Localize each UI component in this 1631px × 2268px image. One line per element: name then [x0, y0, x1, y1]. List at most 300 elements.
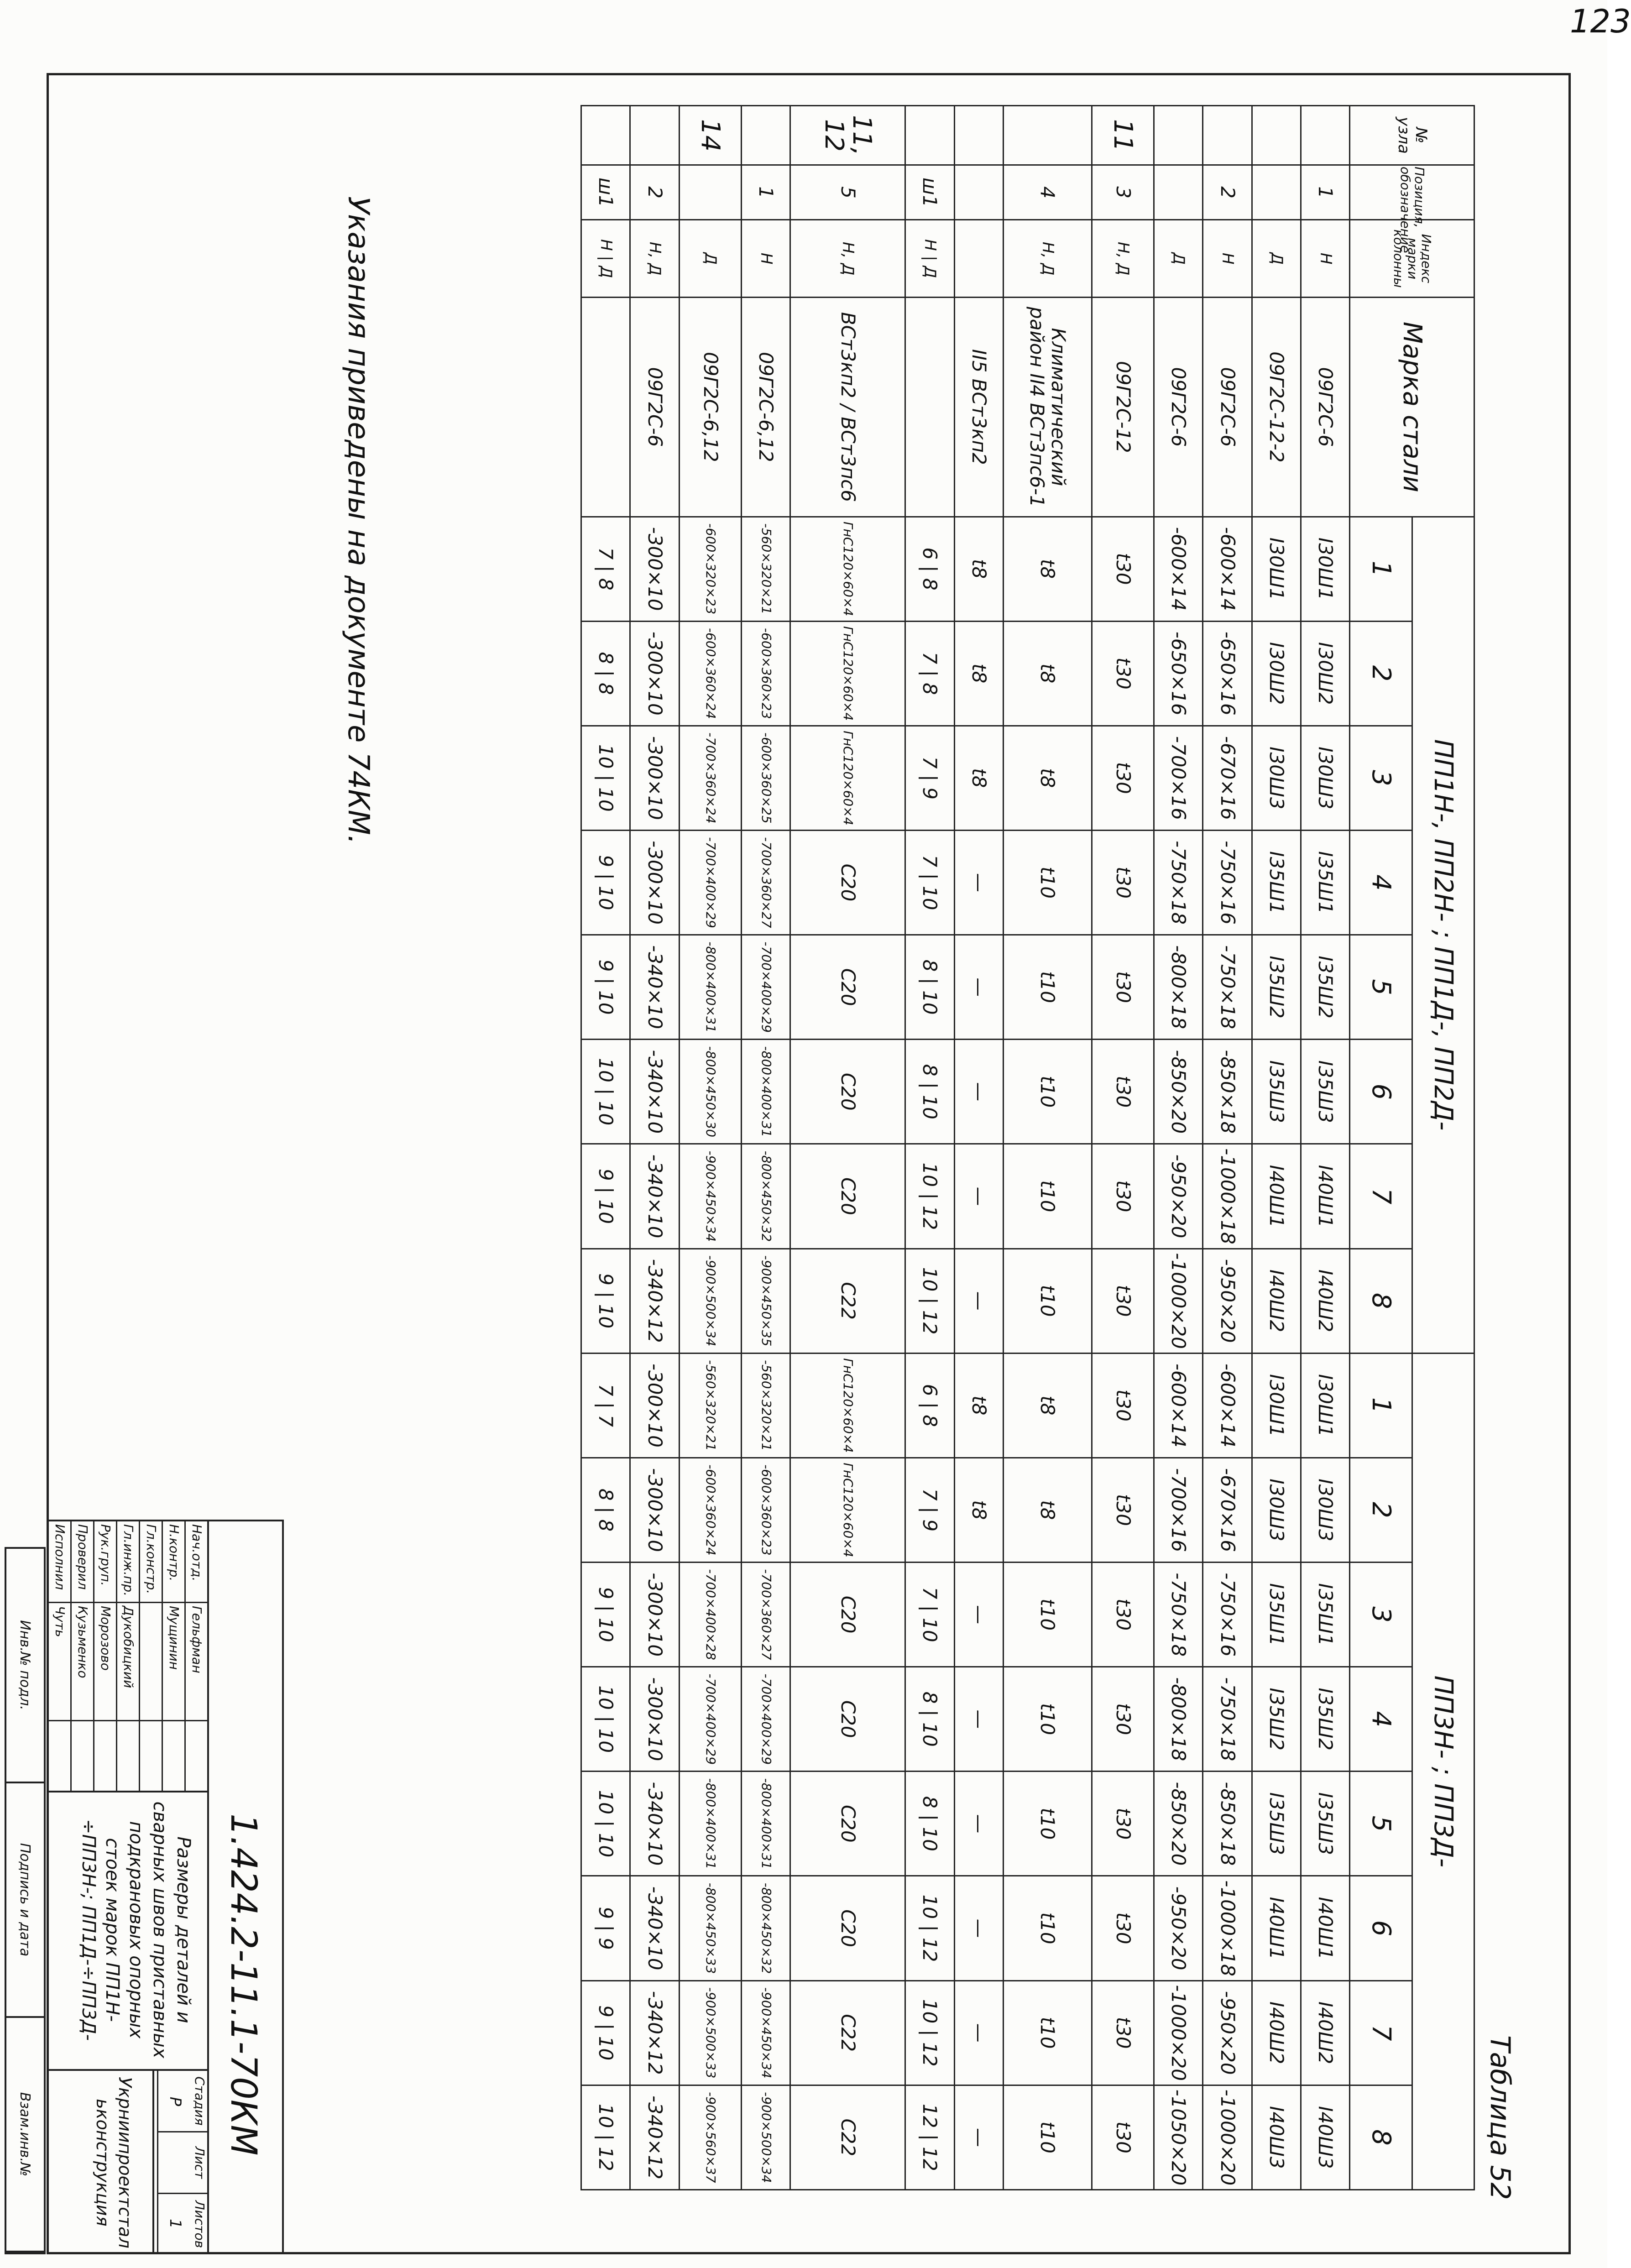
group2-cell: t10	[1003, 1563, 1092, 1667]
group2-cell: t30	[1092, 1458, 1154, 1562]
group2-cell: -900×500×33	[679, 1981, 741, 2085]
group1-cell: -600×360×23	[742, 621, 790, 726]
title-block-row	[116, 1521, 139, 1791]
group1-cell: С20	[790, 1040, 905, 1144]
group1-cell: t8	[954, 621, 1003, 726]
title-block-row	[162, 1521, 184, 1791]
group1-cell: I35Ш3	[1301, 1040, 1350, 1144]
column-number: 5	[1350, 1772, 1412, 1876]
title-block-row	[93, 1521, 116, 1791]
role-name: Мущинин	[163, 1603, 184, 1721]
position-cell: ш1	[905, 165, 954, 220]
group1-cell: -700×400×29	[742, 935, 790, 1040]
node-cell	[1252, 106, 1301, 165]
group2-cell: I35Ш2	[1252, 1667, 1301, 1772]
title-block-row	[70, 1521, 93, 1791]
group2-cell: —	[954, 1981, 1003, 2085]
index-cell: Н, Д	[1092, 220, 1154, 298]
group2-cell: -850×20	[1154, 1772, 1203, 1876]
group2-cell: -300×10	[630, 1458, 679, 1562]
group1-cell: -670×16	[1203, 726, 1252, 830]
group1-cell: 7 | 9	[905, 726, 954, 830]
position-cell	[1252, 165, 1301, 220]
group1-cell: 8 | 10	[905, 1040, 954, 1144]
group2-cell: I40Ш1	[1252, 1876, 1301, 1981]
header-row	[1412, 106, 1474, 2190]
group1-cell: t10	[1003, 935, 1092, 1040]
group2-cell: -1000×18	[1203, 1876, 1252, 1981]
group2-cell: -750×16	[1203, 1563, 1252, 1667]
group2-cell: 10 | 12	[581, 2085, 630, 2190]
group1-cell: -560×320×21	[742, 517, 790, 621]
index-cell: Н | Д	[581, 220, 630, 298]
group2-cell: -340×12	[630, 1981, 679, 2085]
group2-cell: -800×400×31	[742, 1772, 790, 1876]
role-name: Морозово	[94, 1603, 116, 1721]
group2-cell: —	[954, 1772, 1003, 1876]
header-group1: ПП1Н-, ПП2Н- ; ПП1Д-, ПП2Д-	[1412, 517, 1474, 1353]
group1-cell: t8	[1003, 517, 1092, 621]
index-cell: Н	[1301, 220, 1350, 298]
group2-cell: -800×450×32	[742, 1876, 790, 1981]
group1-cell: —	[954, 1249, 1003, 1353]
group2-cell: -600×360×23	[742, 1458, 790, 1562]
group1-cell: I35Ш1	[1301, 830, 1350, 935]
header-node: № узла	[1350, 106, 1474, 165]
sheets-value: 1	[166, 2219, 184, 2229]
role-label: Гл.констр.	[140, 1521, 162, 1603]
group1-cell: 7 | 8	[905, 621, 954, 726]
node-cell	[1203, 106, 1252, 165]
group2-cell: I35Ш3	[1301, 1772, 1350, 1876]
group1-cell: I30Ш3	[1252, 726, 1301, 830]
title-block-roles	[47, 1521, 207, 1791]
header-group2: ПП3Н- ; ПП3Д-	[1412, 1353, 1474, 2190]
group1-cell: I40Ш1	[1301, 1144, 1350, 1249]
doc-title: Размеры деталей и сварных швов приставных подкрановых опорных стоек марок ПП1Н-÷ПП3Н-; ПП1Д-÷ПП3Д-	[78, 1801, 194, 2059]
group1-cell: I30Ш2	[1301, 621, 1350, 726]
column-number: 2	[1350, 1458, 1412, 1562]
group2-cell: I40Ш1	[1301, 1876, 1350, 1981]
table-row	[1154, 106, 1203, 2190]
group1-cell: I40Ш2	[1301, 1249, 1350, 1353]
group2-cell: 9 | 10	[581, 1563, 630, 1667]
group2-cell: -800×18	[1154, 1667, 1203, 1772]
group1-cell: -340×10	[630, 1144, 679, 1249]
group1-cell: ГнС120×60×4	[790, 726, 905, 830]
group2-cell: t8	[954, 1458, 1003, 1562]
group1-cell: -950×20	[1203, 1249, 1252, 1353]
group1-cell: -300×10	[630, 726, 679, 830]
position-cell	[1154, 165, 1203, 220]
group2-cell: -800×450×33	[679, 1876, 741, 1981]
group1-cell: —	[954, 830, 1003, 935]
index-cell: Н	[1203, 220, 1252, 298]
position-cell: 5	[790, 165, 905, 220]
group2-cell: 6 | 8	[905, 1353, 954, 1458]
group2-cell: 8 | 8	[581, 1458, 630, 1562]
group2-cell: I40Ш2	[1252, 1981, 1301, 2085]
group2-cell: 10 | 10	[581, 1667, 630, 1772]
index-cell: Н, Д	[790, 220, 905, 298]
group1-cell: t30	[1092, 517, 1154, 621]
group2-cell: -300×10	[630, 1353, 679, 1458]
group2-cell: t30	[1092, 1667, 1154, 1772]
index-cell: Д	[1154, 220, 1203, 298]
group2-cell: -340×10	[630, 1772, 679, 1876]
organization: Укрниипроектстальконструкция	[92, 2077, 135, 2248]
group1-cell: ГнС120×60×4	[790, 621, 905, 726]
group1-cell: -800×400×31	[742, 1040, 790, 1144]
doc-code: 1.424.2-11.1-70КМ	[223, 1813, 264, 2156]
group1-cell: 10 | 10	[581, 726, 630, 830]
stamp-field: Инв.№ подл.	[6, 1549, 44, 1783]
group1-cell: —	[954, 1040, 1003, 1144]
group1-cell: -300×10	[630, 517, 679, 621]
group1-cell: I30Ш1	[1252, 517, 1301, 621]
index-cell	[954, 220, 1003, 298]
steel-cell: II5 ВСт3кп2	[954, 298, 1003, 517]
group2-cell: С20	[790, 1876, 905, 1981]
header-steel: Марка стали	[1350, 298, 1474, 517]
column-number: 1	[1350, 517, 1412, 621]
steel-cell: Климатический район II4 ВСт3пс6-1	[1003, 298, 1092, 517]
group2-cell: С20	[790, 1772, 905, 1876]
group2-cell: I40Ш3	[1252, 2085, 1301, 2190]
group2-cell: -300×10	[630, 1563, 679, 1667]
position-cell: 1	[1301, 165, 1350, 220]
group1-cell: -700×16	[1154, 726, 1203, 830]
group2-cell: ГнС120×60×4	[790, 1353, 905, 1458]
group1-cell: 9 | 10	[581, 1144, 630, 1249]
group1-cell: -1000×20	[1154, 1249, 1203, 1353]
role-label: Н.контр.	[163, 1521, 184, 1603]
group2-cell: t10	[1003, 1772, 1092, 1876]
node-cell	[630, 106, 679, 165]
spec-table	[580, 105, 1475, 2190]
group2-cell: I35Ш1	[1252, 1563, 1301, 1667]
group2-cell: С22	[790, 1981, 905, 2085]
position-cell	[679, 165, 741, 220]
group2-cell: -950×20	[1154, 1876, 1203, 1981]
group1-cell: t10	[1003, 830, 1092, 935]
index-cell: Н, Д	[1003, 220, 1092, 298]
steel-cell: 09Г2С-6	[1203, 298, 1252, 517]
group1-cell: t30	[1092, 1040, 1154, 1144]
group2-cell: -670×16	[1203, 1458, 1252, 1562]
group2-cell: -900×450×34	[742, 1981, 790, 2085]
group1-cell: 9 | 10	[581, 1249, 630, 1353]
group1-cell: t8	[1003, 621, 1092, 726]
group2-cell: 7 | 9	[905, 1458, 954, 1562]
group1-cell: I40Ш2	[1252, 1249, 1301, 1353]
index-cell: Н, Д	[630, 220, 679, 298]
group1-cell: t30	[1092, 935, 1154, 1040]
group2-cell: -950×20	[1203, 1981, 1252, 2085]
group2-cell: -340×10	[630, 1876, 679, 1981]
title-block-row	[47, 1521, 70, 1791]
note-text: Указания приведены на документе 74КМ.	[341, 196, 375, 845]
group1-cell: —	[954, 935, 1003, 1040]
group1-cell: 10 | 12	[905, 1249, 954, 1353]
steel-cell: 09Г2С-6	[630, 298, 679, 517]
group2-cell: t30	[1092, 1563, 1154, 1667]
role-name: Кузьменко	[72, 1603, 93, 1721]
column-number: 1	[1350, 1353, 1412, 1458]
group1-cell: 8 | 8	[581, 621, 630, 726]
group2-cell: С22	[790, 2085, 905, 2190]
role-name	[140, 1603, 162, 1721]
group2-cell: I30Ш3	[1301, 1458, 1350, 1562]
group1-cell: 7 | 10	[905, 830, 954, 935]
column-number: 3	[1350, 726, 1412, 830]
group2-cell: I35Ш2	[1301, 1667, 1350, 1772]
group1-cell: t8	[954, 517, 1003, 621]
group1-cell: -300×10	[630, 830, 679, 935]
group2-cell: t30	[1092, 1772, 1154, 1876]
group1-cell: t8	[1003, 726, 1092, 830]
group1-cell: t30	[1092, 830, 1154, 935]
group2-cell: I30Ш1	[1252, 1353, 1301, 1458]
node-cell	[1003, 106, 1092, 165]
table-row	[630, 106, 679, 2190]
group2-cell: -600×14	[1203, 1353, 1252, 1458]
header-position: Позиция, обозначение	[1350, 165, 1474, 220]
sheets-label: Листов	[157, 2194, 207, 2254]
group1-cell: -850×20	[1154, 1040, 1203, 1144]
group2-cell: -700×400×29	[742, 1667, 790, 1772]
group1-cell: ГнС120×60×4	[790, 517, 905, 621]
node-cell	[905, 106, 954, 165]
index-cell: Д	[679, 220, 741, 298]
group2-cell: t8	[954, 1353, 1003, 1458]
position-cell: 1	[742, 165, 790, 220]
position-cell: 2	[1203, 165, 1252, 220]
column-number: 5	[1350, 935, 1412, 1040]
group1-cell: t10	[1003, 1249, 1092, 1353]
position-cell: 3	[1092, 165, 1154, 220]
group1-cell: -700×400×29	[679, 830, 741, 935]
title-block-row	[139, 1521, 162, 1791]
group1-cell: I30Ш1	[1301, 517, 1350, 621]
group2-cell: -750×18	[1154, 1563, 1203, 1667]
group2-cell: -700×400×28	[679, 1563, 741, 1667]
group2-cell: —	[954, 1876, 1003, 1981]
group1-cell: 6 | 8	[905, 517, 954, 621]
group1-cell: I30Ш3	[1301, 726, 1350, 830]
group1-cell: -750×18	[1154, 830, 1203, 935]
role-label: Проверил	[72, 1521, 93, 1603]
group1-cell: I35Ш1	[1252, 830, 1301, 935]
stage-value: Р	[166, 2096, 184, 2106]
group1-cell: I40Ш1	[1252, 1144, 1301, 1249]
group1-cell: I35Ш2	[1301, 935, 1350, 1040]
group1-cell: -1000×18	[1203, 1144, 1252, 1249]
group1-cell: t30	[1092, 621, 1154, 726]
group2-cell: -900×560×37	[679, 2085, 741, 2190]
group1-cell: I35Ш2	[1252, 935, 1301, 1040]
group2-cell: -700×16	[1154, 1458, 1203, 1562]
stage-label: Стадия	[157, 2071, 207, 2132]
group2-cell: -700×360×27	[742, 1563, 790, 1667]
steel-cell: 09Г2С-12	[1092, 298, 1154, 517]
group1-cell: 8 | 10	[905, 935, 954, 1040]
group1-cell: -650×16	[1154, 621, 1203, 726]
steel-cell: 09Г2С-6	[1154, 298, 1203, 517]
table-row	[954, 106, 1003, 2190]
group2-cell: -750×18	[1203, 1667, 1252, 1772]
group2-cell: —	[954, 1563, 1003, 1667]
group2-cell: I30Ш1	[1301, 1353, 1350, 1458]
group2-cell: t30	[1092, 2085, 1154, 2190]
table-row	[1092, 106, 1154, 2190]
group1-cell: -600×14	[1154, 517, 1203, 621]
table-row	[905, 106, 954, 2190]
table-row	[742, 106, 790, 2190]
steel-cell: 09Г2С-6	[1301, 298, 1350, 517]
column-number: 4	[1350, 830, 1412, 935]
group1-cell: С20	[790, 830, 905, 935]
node-cell: 14	[679, 106, 741, 165]
table-title: Таблица 52	[1484, 2035, 1516, 2200]
group2-cell: t10	[1003, 1667, 1092, 1772]
steel-cell: 09Г2С-6,12	[679, 298, 741, 517]
node-cell: 11	[1092, 106, 1154, 165]
group1-cell: t30	[1092, 726, 1154, 830]
group1-cell: -750×16	[1203, 830, 1252, 935]
steel-cell	[905, 298, 954, 517]
node-cell	[742, 106, 790, 165]
group1-cell: -800×450×30	[679, 1040, 741, 1144]
group1-cell: -700×360×24	[679, 726, 741, 830]
position-cell: 4	[1003, 165, 1092, 220]
group2-cell: -300×10	[630, 1667, 679, 1772]
column-number: 8	[1350, 2085, 1412, 2190]
group2-cell: t30	[1092, 1876, 1154, 1981]
group1-cell: -600×320×23	[679, 517, 741, 621]
group2-cell: 7 | 10	[905, 1563, 954, 1667]
group2-cell: I40Ш3	[1301, 2085, 1350, 2190]
group2-cell: -600×360×24	[679, 1458, 741, 1562]
header-index: Индекс марки колонны	[1350, 220, 1474, 298]
group1-cell: -850×18	[1203, 1040, 1252, 1144]
group1-cell: -600×360×24	[679, 621, 741, 726]
position-cell: ш1	[581, 165, 630, 220]
sheet-label: Лист	[157, 2132, 207, 2194]
group1-cell: -900×500×34	[679, 1249, 741, 1353]
group1-cell: t10	[1003, 1144, 1092, 1249]
group2-cell: 8 | 10	[905, 1667, 954, 1772]
group1-cell: 9 | 10	[581, 830, 630, 935]
group2-cell: t10	[1003, 2085, 1092, 2190]
group1-cell: -700×360×27	[742, 830, 790, 935]
group1-cell: -340×10	[630, 1040, 679, 1144]
group2-cell: I35Ш3	[1252, 1772, 1301, 1876]
group2-cell: t30	[1092, 1981, 1154, 2085]
column-number: 7	[1350, 1144, 1412, 1249]
role-label: Гл.инж.пр.	[117, 1521, 139, 1603]
steel-cell: 09Г2С-6,12	[742, 298, 790, 517]
steel-cell	[581, 298, 630, 517]
table-row	[1301, 106, 1350, 2190]
group2-cell: 10 | 12	[905, 1876, 954, 1981]
group2-cell: —	[954, 2085, 1003, 2190]
index-cell: Д	[1252, 220, 1301, 298]
group1-cell: -600×360×25	[742, 726, 790, 830]
steel-cell: ВСт3кп2 / ВСт3пс6	[790, 298, 905, 517]
group1-cell: -800×400×31	[679, 935, 741, 1040]
role-label: Нач.отд.	[186, 1521, 207, 1603]
role-name: Чуть	[49, 1603, 70, 1721]
group1-cell: I30Ш2	[1252, 621, 1301, 726]
column-number: 7	[1350, 1981, 1412, 2085]
group2-cell: -1000×20	[1154, 1981, 1203, 2085]
group2-cell: 9 | 10	[581, 1981, 630, 2085]
group1-cell: 10 | 10	[581, 1040, 630, 1144]
group1-cell: 7 | 8	[581, 517, 630, 621]
group1-cell: 9 | 10	[581, 935, 630, 1040]
column-number: 6	[1350, 1040, 1412, 1144]
group2-cell: 10 | 10	[581, 1772, 630, 1876]
group2-cell: I30Ш3	[1252, 1458, 1301, 1562]
title-block-row	[184, 1521, 207, 1791]
group1-cell: 10 | 12	[905, 1144, 954, 1249]
node-cell	[581, 106, 630, 165]
group1-cell: -600×14	[1203, 517, 1252, 621]
table-row	[1003, 106, 1092, 2190]
table-row	[679, 106, 741, 2190]
column-number: 3	[1350, 1563, 1412, 1667]
group1-cell: t8	[954, 726, 1003, 830]
group2-cell: 7 | 7	[581, 1353, 630, 1458]
group2-cell: t10	[1003, 1981, 1092, 2085]
group1-cell: -900×450×35	[742, 1249, 790, 1353]
group1-cell: -650×16	[1203, 621, 1252, 726]
left-stamp	[5, 1547, 46, 2254]
group1-cell: С20	[790, 935, 905, 1040]
position-cell	[954, 165, 1003, 220]
role-label: Исполнил	[49, 1521, 70, 1603]
group2-cell: —	[954, 1667, 1003, 1772]
group2-cell: t8	[1003, 1353, 1092, 1458]
group2-cell: С20	[790, 1667, 905, 1772]
group1-cell: -800×450×32	[742, 1144, 790, 1249]
table-row	[581, 106, 630, 2190]
group2-cell: 8 | 10	[905, 1772, 954, 1876]
group2-cell: ГнС120×60×4	[790, 1458, 905, 1562]
stamp-field: Взам.инв.№	[6, 2018, 44, 2252]
steel-cell: 09Г2С-12-2	[1252, 298, 1301, 517]
position-cell: 2	[630, 165, 679, 220]
role-label: Рук.груп.	[94, 1521, 116, 1603]
group2-cell: t8	[1003, 1458, 1092, 1562]
group2-cell: t30	[1092, 1353, 1154, 1458]
node-cell: 11, 12	[790, 106, 905, 165]
group1-cell: -950×20	[1154, 1144, 1203, 1249]
column-number: 6	[1350, 1876, 1412, 1981]
table-row	[1252, 106, 1301, 2190]
group2-cell: -800×400×31	[679, 1772, 741, 1876]
group2-cell: -1000×20	[1203, 2085, 1252, 2190]
group2-cell: -1050×20	[1154, 2085, 1203, 2190]
index-cell: Н	[742, 220, 790, 298]
column-number: 2	[1350, 621, 1412, 726]
group1-cell: С20	[790, 1144, 905, 1249]
stamp-field: Подпись и дата	[6, 1783, 44, 2018]
table-row	[790, 106, 905, 2190]
group1-cell: —	[954, 1144, 1003, 1249]
group1-cell: С22	[790, 1249, 905, 1353]
